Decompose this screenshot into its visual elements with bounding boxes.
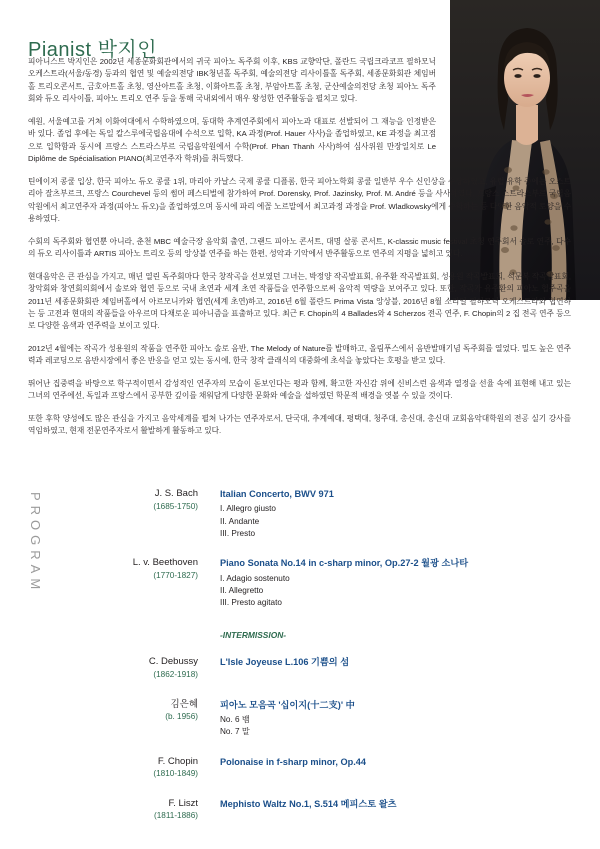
work-title: Italian Concerto, BWV 971	[220, 489, 334, 499]
movement: II. Allegretto	[220, 585, 264, 595]
composer-years: (1862-1918)	[153, 670, 198, 680]
bio-paragraph: 현대음악은 큰 관심을 가지고, 매년 열린 독주회마다 한국 창작곡을 선보였던 그녀는, 박정양 작곡발표회, 유주환 작곡발표회, 성용원 작곡발표회, 석문복 작곡발표회, 창악회와 창연회의회에서 솔로와 협연 등으로 국내 초연과 세계 초연 작품들을 연주함으로써 음악적 역량을 보여주고 있다. 또한, 작곡가 유주환의 피아노 협주곡을 2011년 세종문화회관 체임버홀에서 아르모니카와 협연(세계 초연)하고, 2016년 6월 폴란드 Prima Vista 앙상블, 2016년 8월 소리얼 필하모닉 오케스트라와 협연하는 등 고전과 현대의 작품들을 아우르며 다채로운 피아니즘을 표출하고 있다. 최근 F. Chopin의 4 Ballades와 4 Scherzos 전곡 연주, F. Chopin의 2 집 전곡 연주 등으로 다양한 음색과 연주력을 보이고 있다.	[28, 271, 571, 331]
program-item	[60, 699, 580, 739]
composer-years: (1770-1827)	[153, 571, 198, 581]
composer-name: F. Liszt	[168, 797, 198, 809]
composer-years: (b. 1956)	[165, 712, 198, 722]
composer-name: 김은혜	[170, 698, 198, 710]
program-item	[60, 488, 580, 540]
program-list	[60, 488, 580, 840]
page-title: Pianist 박지인	[28, 39, 158, 62]
movement: I. Adagio sostenuto	[220, 573, 290, 583]
bio-paragraph: 2012년 4월에는 작곡가 성용원의 작품을 연주한 피아노 솔로 음반, The Melody of Nature를 발매하고, 올림푸스에서 음반발매기념 독주회를 열었다. 밀도 높은 연주력과 레코딩으로 음반시장에서 좋은 반응을 얻고 있는 동시에, 한국 창작 클래식의 대중화에 초석을 놓았다는 호평을 받고 있다.	[28, 343, 571, 366]
program-item	[60, 656, 580, 681]
bio-paragraph: 예원, 서울예고를 거쳐 이화여대에서 수학하였으며, 동대학 추계연주회에서 피아노과 대표로 선발되어 그 재능을 인정받은 바 있다. 졸업 후에는 독일 칼스루에국립음대에 수석으로 입학, KA 과정(Prof. Hauer 사사)을 졸업하였고, KE 과정을 최고점으로 입학함과 동시에 프랑스 스트라스부르 국립음악원에서 수학(Prof. Phan Thanh 사사)하여 심사위원 만장일치로 Le Diplôme de Spécialisation PIANO(최고연주자 학위)를 취득했다.	[28, 116, 436, 164]
movement: No. 6 뱀	[220, 714, 250, 724]
program-composer-block	[60, 798, 220, 823]
movement: III. Presto agitato	[220, 598, 282, 608]
work-title: Mephisto Waltz No.1, S.514 메피스토 왈츠	[220, 798, 397, 809]
intermission-row	[60, 626, 580, 640]
composer-name: F. Chopin	[157, 755, 198, 767]
program-vertical-label: PROGRAM	[28, 492, 43, 595]
composer-years: (1685-1750)	[153, 501, 198, 511]
program-composer-block	[60, 756, 220, 781]
program-work-block	[220, 699, 580, 739]
movement: II. Andante	[220, 516, 260, 526]
composer-name: C. Debussy	[148, 656, 198, 668]
movement: No. 7 말	[220, 727, 250, 737]
movement: III. Presto	[220, 528, 256, 538]
bio-paragraph: 뛰어난 집중력을 바탕으로 학구적이면서 감성적인 연주자의 모습이 돋보인다는 평과 함께, 확고한 자신감 위에 신비스런 음색과 열정을 선율 속에 표현해 내고 있는 그녀의 연주에선, 독일과 프랑스에서 공부한 깊이를 채워담게 다양한 문화와 예술을 섭하였던 학문적 배경을 엿볼 수 있을 것이다.	[28, 378, 571, 401]
program-work-block	[220, 656, 580, 681]
program-composer-block	[60, 557, 220, 609]
composer-name: L. v. Beethoven	[132, 557, 198, 569]
program-composer-block	[60, 656, 220, 681]
program-work-block	[220, 488, 580, 540]
work-title: Piano Sonata No.14 in c-sharp minor, Op.27-2 월광 소나타	[220, 558, 469, 569]
bio-paragraph: 피아니스트 박지인은 2002년 세종문화회관에서의 귀국 피아노 독주회 이후, KBS 교향악단, 폴란드 국립크라코프 필하모닉 오케스트라(서울/동경) 등과의 협연 및 예술의전당 IBK청년홀 독주회, 예술의전당 리사이틀홀 독주회, 세종문화회관 체임버홀 트리오콘서트, 금호아트홀 초청, 영산아트홀 초청, 이화아트홀 초청, 부암아트홀 초청, 군산예술의전당 초청 피아노 독주회와 듀오 리사이틀, 피아노 트리오 연주 등을 통해 국내외에서 매우 왕성한 연주활동을 펼치고 있다.	[28, 57, 436, 104]
composer-name: J. S. Bach	[154, 488, 198, 499]
program-work-block	[220, 798, 580, 823]
program-item	[60, 756, 580, 781]
work-title: L'Isle Joyeuse L.106 기쁨의 섬	[220, 657, 350, 668]
program-composer-block	[60, 488, 220, 540]
work-title: 피아노 모음곡 '십이지(十二支)' 中	[220, 699, 355, 710]
intermission-label: -INTERMISSION-	[220, 630, 287, 641]
bio-paragraph: 수회의 독주회와 협연뿐 아니라, 춘천 MBC 예술극장 음악회 출연, 그랜드 피아노 콘서트, 대명 살롱 콘서트, K-classic music festival 초청 연주회서 솔로 연주, 다수의 듀오 리사이틀과 ARTIS 피아노 트리오 등의 앙상블 연주를 하는 한편, 성악과 기악에서 반주활동으로 연주의 지평을 넓히고 있다.	[28, 236, 571, 259]
composer-years: (1811-1886)	[154, 811, 198, 821]
composer-years: (1810-1849)	[153, 769, 198, 779]
program-item	[60, 557, 580, 609]
program-work-block	[220, 756, 580, 781]
program-composer-block	[60, 699, 220, 739]
movement: I. Allegro giusto	[220, 504, 276, 514]
program-item	[60, 798, 580, 823]
work-title: Polonaise in f-sharp minor, Op.44	[220, 756, 367, 767]
bio-paragraph: 틴에이저 콩쿨 입상, 한국 피아노 듀오 콩쿨 1위, 마리아 카날스 국제 콩쿨 디플롬, 한국 피아노학회 콩쿨 일반부 우수 신인상을 수상하였고, 유럽 유학 중에는 오스트리아 잘츠부르크, 프랑스 Courchevel 등의 썸머 페스티벌에 참가하여 Prof. Dorensky, Prof. Jazinsky, Prof. M. André 등을 사사하였다. 프랑스 스트라스부르 국립음악원에서 최고연주자 과정(피아노 듀오)을 졸업하였으며 동시에 파리 에꼴 노르말에서 최고과정 과정을 Prof. Wladkowsky에게 수학하는 등 다양한 음악적 토양을 수용하였다.	[28, 176, 571, 224]
program-work-block	[220, 557, 580, 609]
bio-paragraph: 또한 후학 양성에도 많은 관심을 가지고 음악세계를 펼쳐 나가는 연주자로서, 단국대, 추계예대, 평택대, 청주대, 총신대, 총신대 교회음악대학원의 전공 실기 강사를 역임하였고, 현재 전문연주자로서 활발하게 활동하고 있다.	[28, 413, 571, 436]
biography-section	[28, 56, 571, 448]
